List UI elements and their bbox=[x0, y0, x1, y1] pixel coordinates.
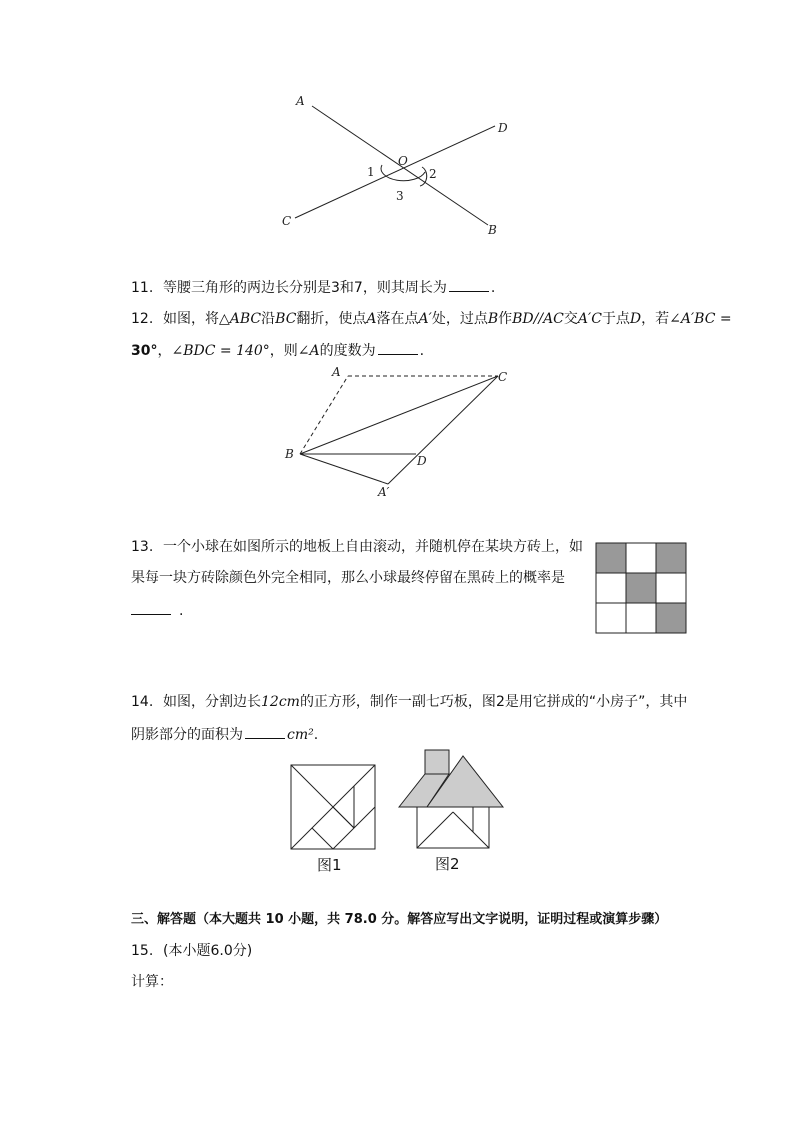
answer-blank bbox=[378, 340, 418, 355]
tangram-house-figure bbox=[397, 746, 505, 850]
figure-1-caption: 图1 bbox=[317, 856, 342, 874]
answer-blank bbox=[245, 724, 285, 739]
angle-2-label: 2 bbox=[429, 167, 437, 181]
tile-black bbox=[656, 603, 686, 633]
label-b: B bbox=[488, 223, 497, 237]
question-11: 11. 等腰三角形的两边长分别是3和7，则其周长为 . bbox=[131, 277, 495, 298]
angle-3-label: 3 bbox=[396, 189, 404, 203]
question-14-line-2: 阴影部分的面积为 cm². bbox=[131, 724, 318, 745]
section-3-title: 三、解答题（本大题共 10 小题，共 78.0 分。解答应写出文字说明，证明过程或演算步骤） bbox=[131, 912, 668, 927]
tile-black bbox=[626, 573, 656, 603]
question-15: 15. (本小题6.0分) bbox=[131, 943, 253, 959]
fold-triangle-figure bbox=[280, 362, 520, 502]
label-a-prime: A′ bbox=[378, 485, 390, 499]
chimney-square bbox=[425, 750, 449, 774]
question-12-line-2: 30°，∠BDC = 140°，则∠A的度数为 . bbox=[131, 340, 424, 361]
label-b: B bbox=[285, 447, 294, 461]
label-o: O bbox=[398, 154, 408, 168]
question-13-line-1: 13. 一个小球在如图所示的地板上自由滚动，并随机停在某块方砖上，如 bbox=[131, 539, 583, 555]
calculate-label: 计算： bbox=[131, 974, 173, 990]
figure-2-caption: 图2 bbox=[435, 855, 460, 873]
floor-tile-grid bbox=[595, 542, 687, 634]
label-d: D bbox=[498, 121, 508, 135]
tile-black bbox=[596, 543, 626, 573]
label-a: A bbox=[296, 94, 305, 108]
question-13-line-3: . bbox=[131, 600, 183, 621]
question-13-line-2: 果每一块方砖除颜色外完全相同，那么小球最终停留在黑砖上的概率是 bbox=[131, 570, 565, 586]
intersecting-lines-figure bbox=[270, 88, 530, 248]
answer-blank bbox=[449, 277, 489, 292]
question-14-line-1: 14. 如图，分割边长12cm的正方形，制作一副七巧板，图2是用它拼成的“小房子”，其中 bbox=[131, 694, 688, 710]
angle-1-label: 1 bbox=[367, 165, 375, 179]
tangram-square-figure bbox=[290, 764, 376, 850]
question-12-line-1: 12. 如图，将△ABC沿BC翻折，使点A落在点A′处，过点B作BD//AC交A′C于点D，若∠A′BC = bbox=[131, 311, 732, 327]
label-c: C bbox=[498, 370, 508, 384]
label-a: A bbox=[332, 365, 341, 379]
tile-black bbox=[656, 543, 686, 573]
label-d: D bbox=[417, 454, 427, 468]
answer-blank bbox=[131, 600, 171, 615]
label-c: C bbox=[282, 214, 292, 228]
